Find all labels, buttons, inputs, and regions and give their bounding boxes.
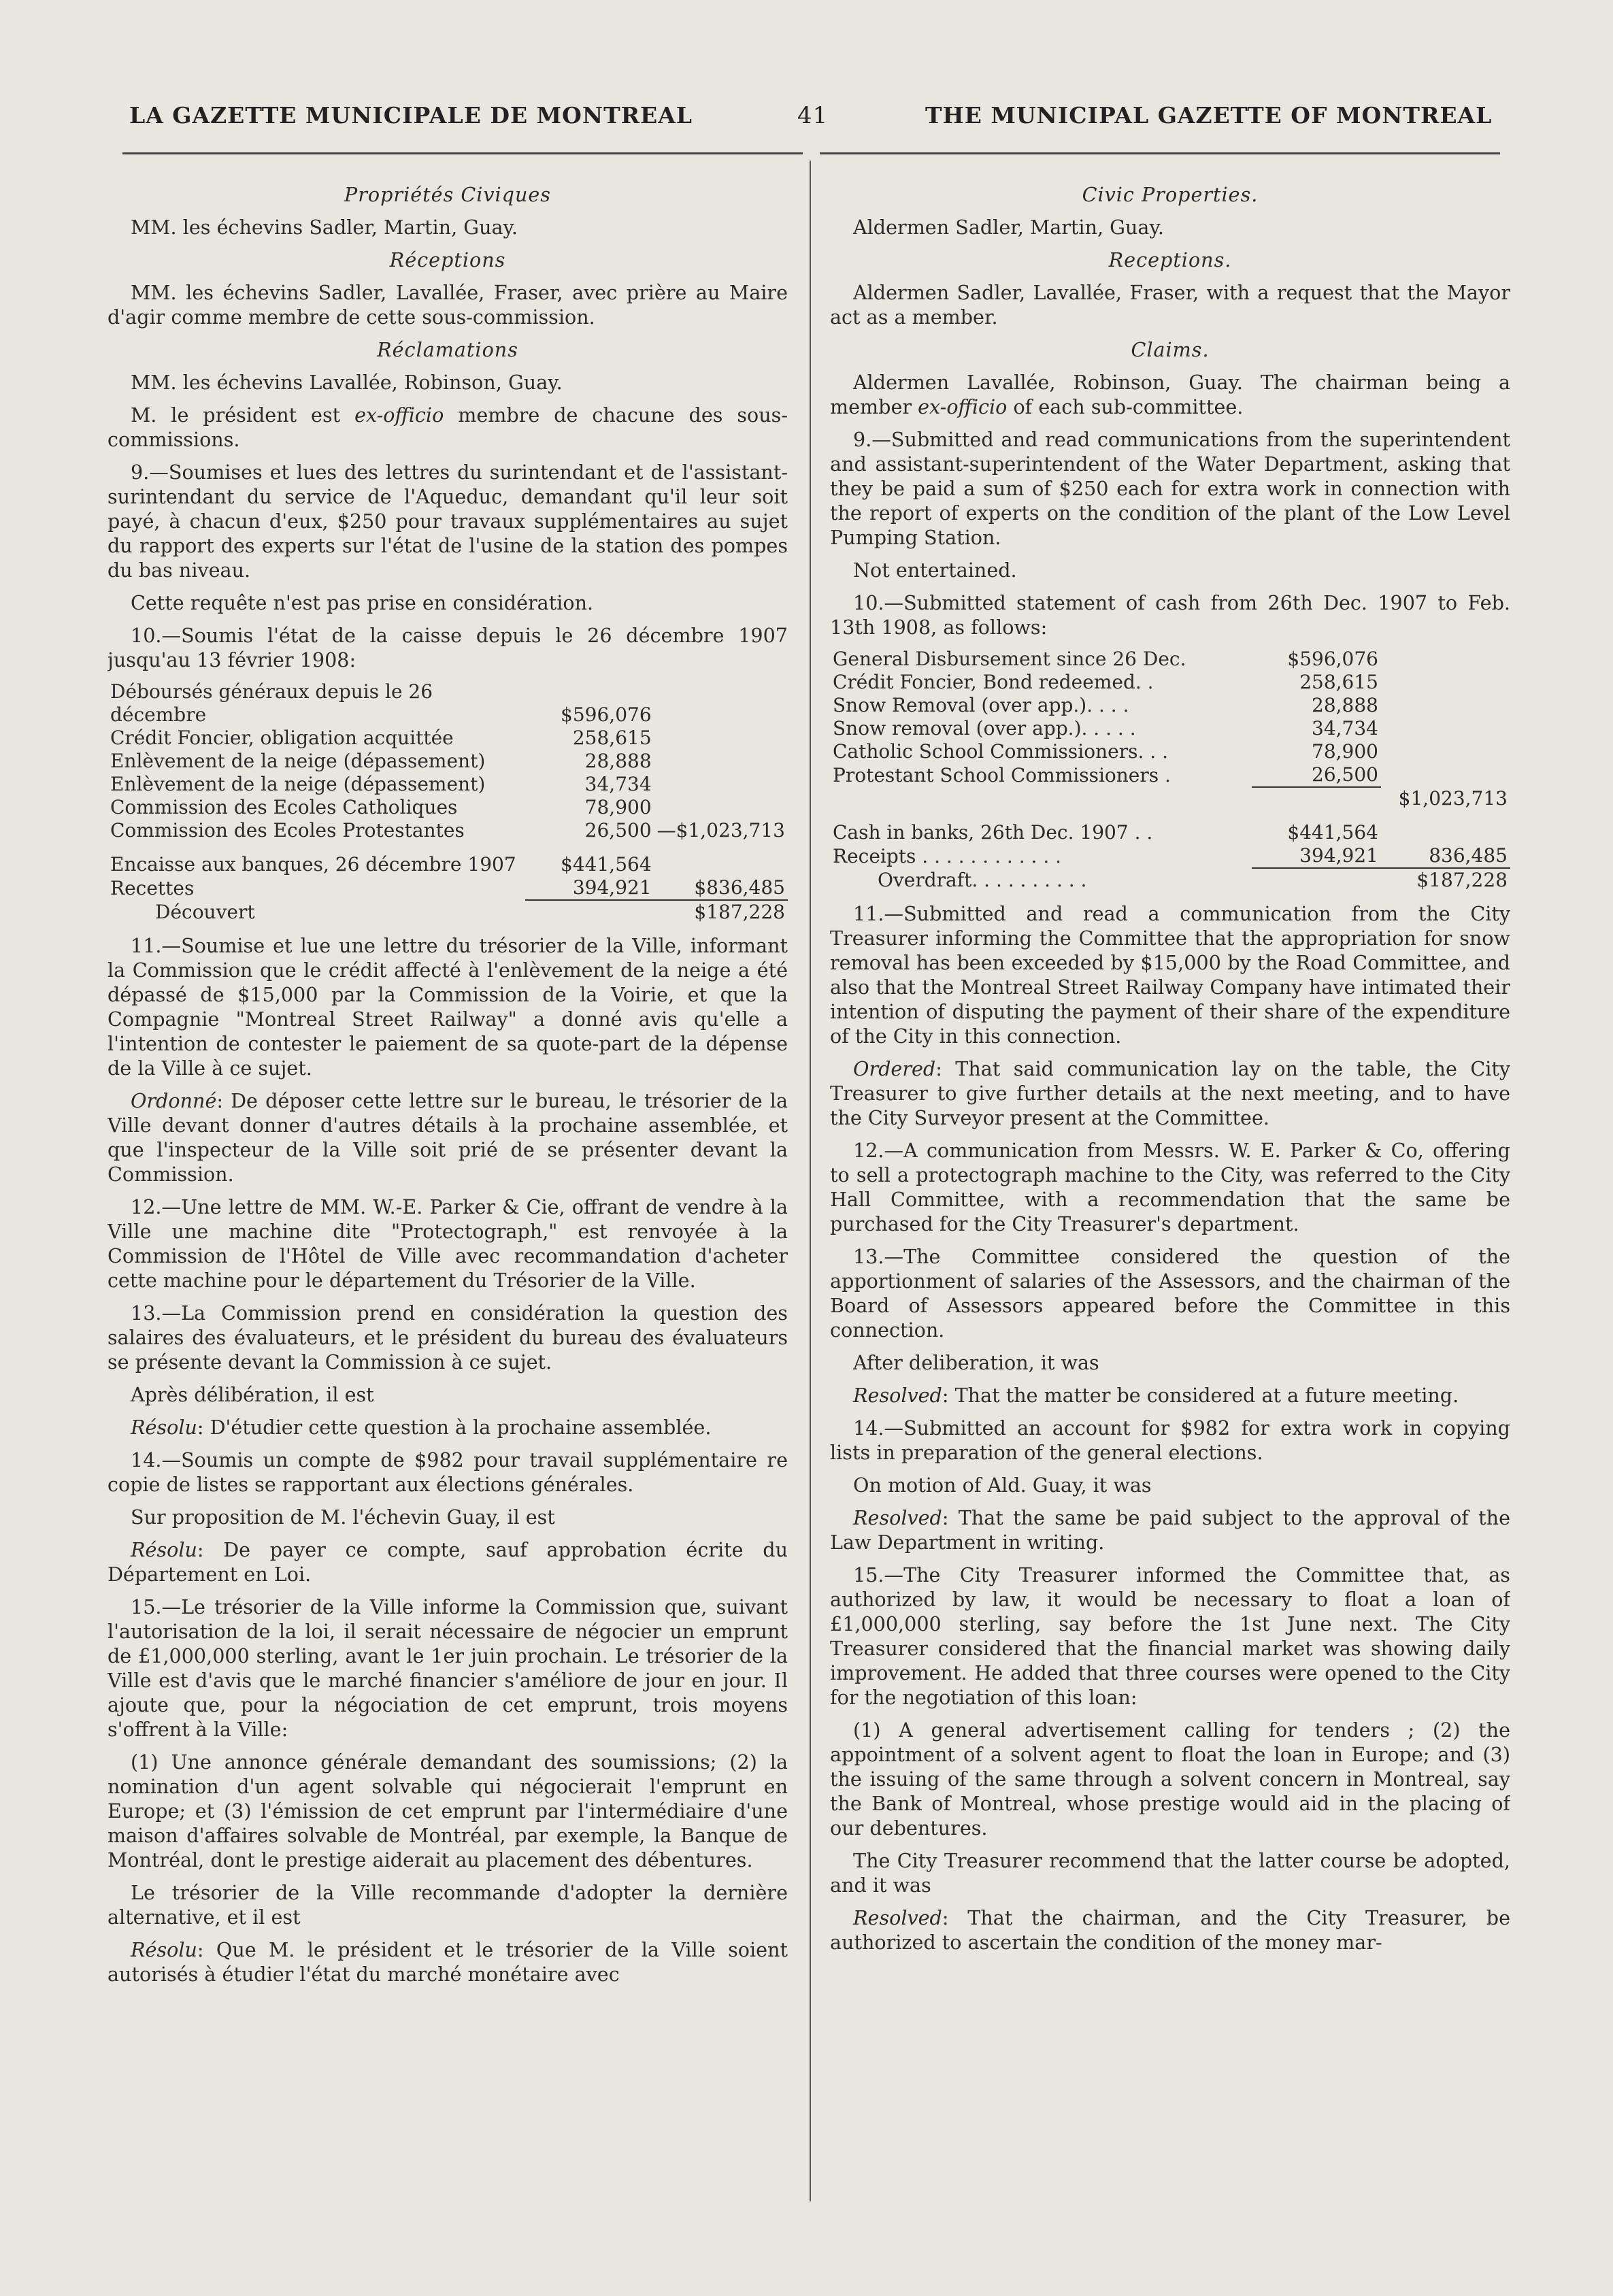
paragraph	[107, 1088, 788, 1186]
row-amount: 28,888	[584, 750, 652, 772]
table-row	[107, 853, 788, 876]
paragraph	[830, 1906, 1510, 1954]
text: membre de chacune des sous-commissions.	[107, 403, 788, 451]
row-total: —$1,023,713	[656, 819, 785, 842]
row-label: Commission des Ecoles Catholiques	[110, 796, 458, 818]
paragraph-item-11: 11.—Submitted and read a communication from the City Treasurer informing the Committee that the appropriation for snow removal has been exceeded by $15,000 by the Road Committee, and also that the Montreal Street Railway Company have intimated their intention of disputing the payment of their share of the expenditure of the City in this connection.	[830, 902, 1510, 1048]
row-total	[654, 773, 788, 796]
italic-term: Résolu	[131, 1938, 197, 1961]
italic-term: Resolved	[853, 1906, 942, 1929]
rule-cell	[525, 900, 654, 924]
row-amount: $441,564	[561, 853, 652, 876]
paragraph	[107, 1415, 788, 1440]
paragraph	[830, 1057, 1510, 1130]
empty-cell	[830, 787, 1252, 810]
paragraph	[107, 403, 788, 452]
row-label: Cash in banks, 26th Dec. 1907 . .	[833, 821, 1153, 844]
paragraph-item-10: 10.—Soumis l'état de la caisse depuis le 26 décembre 1907 jusqu'au 13 février 1908:	[107, 624, 788, 671]
table-row	[830, 821, 1510, 844]
paragraph	[107, 1537, 788, 1586]
italic-term: ex-officio	[918, 395, 1008, 418]
text: : De déposer cette lettre sur le bureau, le trésorier de la Ville devant donner d'autres détails à la prochaine assemblée, et que l'inspecteur de la Ville soit prié de se présenter devant la Commission.	[107, 1089, 788, 1186]
table-row	[830, 717, 1510, 740]
paragraph: MM. les échevins Lavallée, Robinson, Guay.	[131, 371, 563, 394]
row-label: Receipts . . . . . . . . . . . .	[833, 845, 1062, 867]
row-total: 836,485	[1429, 844, 1508, 867]
row-label: Overdraft. . . . . . . . . .	[878, 869, 1087, 891]
row-total	[654, 727, 788, 750]
paragraph-item-12: 12.—Une lettre de MM. W.-E. Parker & Cie, offrant de vendre à la Ville une machine dite "Protectograph," est renvoyée à la Commission de l'Hôtel de Ville avec recommandation d'acheter cette machine pour le département du Trésorier de la Ville.	[107, 1195, 788, 1292]
paragraph-item-12: 12.—A communication from Messrs. W. E. Parker & Co, offering to sell a protectograph machine to the City, was referred to the City Hall Committee, with a recommendation that the same be purchased for the City Treasurer's department.	[830, 1139, 1510, 1235]
row-total	[654, 680, 788, 727]
paragraph-item-9: 9.—Submitted and read communications from the superintendent and assistant-superintendent of the Water Department, asking that they be paid a sum of $250 each for extra work in connection with the report of experts on the condition of the plant of the Low Level Pumping Station.	[830, 428, 1510, 549]
column-divider	[810, 161, 811, 2201]
row-total	[1381, 694, 1510, 717]
row-total	[654, 796, 788, 819]
section-heading: Receptions.	[1108, 248, 1232, 271]
section-heading: Propriétés Civiques	[344, 183, 551, 206]
row-amount: 258,615	[1299, 671, 1378, 693]
row-amount: 78,900	[584, 796, 652, 818]
paragraph: MM. les échevins Sadler, Martin, Guay.	[131, 216, 518, 239]
row-label: Snow Removal (over app.). . . .	[833, 694, 1129, 716]
paragraph: Not entertained.	[853, 559, 1017, 582]
section-heading: Réclamations	[377, 338, 518, 361]
row-amount: 28,888	[1312, 694, 1378, 716]
paragraph: Le trésorier de la Ville recommande d'adopter la dernière alternative, et il est	[107, 1881, 788, 1929]
spacer-row	[830, 810, 1510, 821]
table-row	[107, 680, 788, 727]
paragraph: (1) Une annonce générale demandant des soumissions; (2) la nomination d'un agent solvable qui négocierait l'emprunt en Europe; et (3) l'émission de cet emprunt par l'intermédiaire d'une maison d'affaires solvable de Montréal, par exemple, la Banque de Montréal, dont le prestige aiderait au placement des débentures.	[107, 1750, 788, 1871]
row-amount: 34,734	[584, 773, 652, 795]
table-row	[830, 671, 1510, 694]
paragraph-item-14: 14.—Soumis un compte de $982 pour travail supplémentaire re copie de listes se rapportant aux élections générales.	[107, 1448, 788, 1496]
row-label: Encaisse aux banques, 26 décembre 1907	[110, 853, 516, 876]
paragraph-item-11: 11.—Soumise et lue une lettre du trésorier de la Ville, informant la Commission que le crédit affecté à l'enlèvement de la neige a été dépassé de $15,000 par la Commission de la Voirie, et que la Compagnie "Montreal Street Railway" a donné avis qu'elle a l'intention de contester le paiement de sa quote-part de la dépense de la Ville à ce sujet.	[107, 934, 788, 1080]
paragraph	[830, 1383, 1510, 1408]
table-row	[830, 648, 1510, 671]
row-label: Commission des Ecoles Protestantes	[110, 819, 465, 842]
text: of each sub-committee.	[1013, 395, 1244, 418]
paragraph-item-9: 9.—Soumises et lues des lettres du surintendant et de l'assistant-surintendant du service de l'Aqueduc, demandant qu'il leur soit payé, à chacun d'eux, $250 pour travaux supplémentaires au sujet du rapport des experts sur l'état de l'usine de la station des pompes du bas niveau.	[107, 461, 788, 582]
row-label: Déboursés généraux depuis le 26 décembre	[110, 680, 433, 726]
row-total: $187,228	[1381, 868, 1510, 892]
table-row	[830, 694, 1510, 717]
paragraph	[107, 1937, 788, 1986]
table-row	[830, 740, 1510, 763]
section-heading: Claims.	[1131, 338, 1210, 361]
paragraph-item-14: 14.—Submitted an account for $982 for extra work in copying lists in preparation of the general elections.	[830, 1416, 1510, 1464]
header-rule-left	[122, 152, 803, 154]
text: Aldermen Lavallée, Robinson, Guay. The chairman being a member	[830, 371, 1510, 418]
paragraph: Cette requête n'est pas prise en considération.	[131, 591, 594, 614]
header-rule-right	[820, 152, 1500, 154]
paragraph: Aldermen Sadler, Lavallée, Fraser, with a request that the Mayor act as a member.	[830, 281, 1510, 329]
row-total	[654, 750, 788, 773]
row-amount: 258,615	[572, 727, 652, 749]
row-label: Catholic School Commissioners. . .	[833, 740, 1168, 763]
row-amount: 26,500	[1312, 763, 1378, 786]
french-column	[107, 178, 788, 2192]
row-amount: $596,076	[561, 703, 652, 726]
text: : That the chairman, and the City Treasurer, be authorized to ascertain the condition of the money mar-	[830, 1906, 1510, 1954]
paragraph: MM. les échevins Sadler, Lavallée, Fraser, avec prière au Maire d'agir comme membre de cette sous-commission.	[107, 281, 788, 329]
paragraph-item-15: 15.—Le trésorier de la Ville informe la Commission que, suivant l'autorisation de la loi, il serait nécessaire de négocier un emprunt de £1,000,000 sterling, avant le 1er juin prochain. Le trésorier de la Ville est d'avis que le marché financier s'améliore de jour en jour. Il ajoute que, pour la négociation de cet emprunt, trois moyens s'offrent à la Ville:	[107, 1595, 788, 1741]
row-label: Crédit Foncier, Bond redeemed. .	[833, 671, 1154, 693]
table-row	[107, 796, 788, 819]
cash-statement-table	[107, 680, 788, 924]
table-row	[830, 868, 1510, 892]
table-row	[830, 787, 1510, 810]
row-label: Découvert	[155, 901, 255, 923]
row-amount: 394,921	[1299, 844, 1378, 867]
row-total	[1381, 671, 1510, 694]
row-total	[1381, 717, 1510, 740]
table-row	[107, 876, 788, 900]
paragraph: The City Treasurer recommend that the latter course be adopted, and it was	[830, 1849, 1510, 1897]
english-column	[830, 178, 1510, 2192]
row-label: Crédit Foncier, obligation acquittée	[110, 727, 454, 749]
text: : Que M. le président et le trésorier de la Ville soient autorisés à étudier l'état du marché monétaire avec	[107, 1938, 788, 1986]
row-amount: $596,076	[1287, 648, 1378, 670]
row-label: Enlèvement de la neige (dépassement)	[110, 750, 486, 772]
row-amount: 78,900	[1312, 740, 1378, 763]
cash-statement-table	[830, 648, 1510, 892]
row-total: $1,023,713	[1398, 787, 1508, 810]
spacer-row	[107, 842, 788, 853]
row-amount: 34,734	[1312, 717, 1378, 739]
text: : D'étudier cette question à la prochaine assemblée.	[197, 1416, 712, 1439]
italic-term: Résolu	[131, 1416, 197, 1439]
paragraph: Après délibération, il est	[131, 1383, 374, 1406]
italic-term: Ordonné	[131, 1089, 217, 1112]
paragraph: Sur proposition de M. l'échevin Guay, il est	[131, 1505, 555, 1529]
table-row	[830, 844, 1510, 868]
header-french-title: LA GAZETTE MUNICIPALE DE MONTREAL	[129, 102, 693, 129]
italic-term: Resolved	[853, 1384, 942, 1407]
row-total	[1381, 763, 1510, 787]
rule-cell	[1252, 868, 1381, 892]
italic-term: Ordered	[853, 1057, 936, 1080]
page-number: 41	[797, 102, 829, 129]
text: M. le président est	[131, 403, 341, 427]
paragraph	[830, 370, 1510, 419]
table-row	[107, 900, 788, 924]
row-total	[1381, 740, 1510, 763]
italic-term: ex-officio	[354, 403, 444, 427]
row-total	[1381, 821, 1510, 844]
row-total: $187,228	[654, 900, 788, 924]
section-heading: Réceptions	[389, 248, 506, 271]
table-row	[107, 727, 788, 750]
text: : That the matter be considered at a future meeting.	[942, 1384, 1459, 1407]
row-label: General Disbursement since 26 Dec.	[833, 648, 1186, 670]
paragraph-item-13: 13.—The Committee considered the question of the apportionment of salaries of the Assessors, and the chairman of the Board of Assessors appeared before the Committee in this connection.	[830, 1245, 1510, 1342]
text: : De payer ce compte, sauf approbation écrite du Département en Loi.	[107, 1538, 788, 1586]
table-row	[107, 750, 788, 773]
row-label: Recettes	[110, 877, 195, 899]
italic-term: Résolu	[131, 1538, 197, 1561]
row-total: $836,485	[694, 876, 785, 899]
row-label: Protestant School Commissioners .	[833, 764, 1171, 786]
paragraph-item-10: 10.—Submitted statement of cash from 26th Dec. 1907 to Feb. 13th 1908, as follows:	[830, 591, 1510, 639]
paragraph	[830, 1505, 1510, 1554]
paragraph-item-13: 13.—La Commission prend en considération la question des salaires des évaluateurs, et le président du bureau des évaluateurs se présente devant la Commission à ce sujet.	[107, 1301, 788, 1374]
rule-cell	[1252, 787, 1381, 810]
table-row	[830, 763, 1510, 787]
row-label: Snow removal (over app.). . . . .	[833, 717, 1136, 739]
paragraph: On motion of Ald. Guay, it was	[853, 1474, 1152, 1497]
row-total	[1381, 648, 1510, 671]
section-heading: Civic Properties.	[1082, 183, 1259, 206]
table-row	[107, 819, 788, 842]
row-amount: $441,564	[1287, 821, 1378, 844]
paragraph: (1) A general advertisement calling for tenders ; (2) the appointment of a solvent agent to float the loan in Europe; and (3) the issuing of the same through a solvent concern in Montreal, say the Bank of Montreal, whose prestige would aid in the placing of our debentures.	[830, 1718, 1510, 1840]
text: : That said communication lay on the table, the City Treasurer to give further details at the next meeting, and to have the City Surveyor present at the Committee.	[830, 1057, 1510, 1129]
text: : That the same be paid subject to the approval of the Law Department in writing.	[830, 1506, 1510, 1554]
row-amount: 26,500	[584, 819, 652, 842]
paragraph: After deliberation, it was	[853, 1351, 1099, 1374]
row-total	[654, 853, 788, 876]
paragraph: Aldermen Sadler, Martin, Guay.	[853, 216, 1164, 239]
header-english-title: THE MUNICIPAL GAZETTE OF MONTREAL	[925, 102, 1493, 129]
row-label: Enlèvement de la neige (dépassement)	[110, 773, 486, 795]
row-amount: 394,921	[572, 876, 652, 899]
table-row	[107, 773, 788, 796]
italic-term: Resolved	[853, 1506, 942, 1529]
paragraph-item-15: 15.—The City Treasurer informed the Committee that, as authorized by law, it would be necessary to float a loan of £1,000,000 sterling, say before the 1st June next. The City Treasurer considered that the financial market was showing daily improvement. He added that three courses were opened to the City for the negotiation of this loan:	[830, 1563, 1510, 1709]
